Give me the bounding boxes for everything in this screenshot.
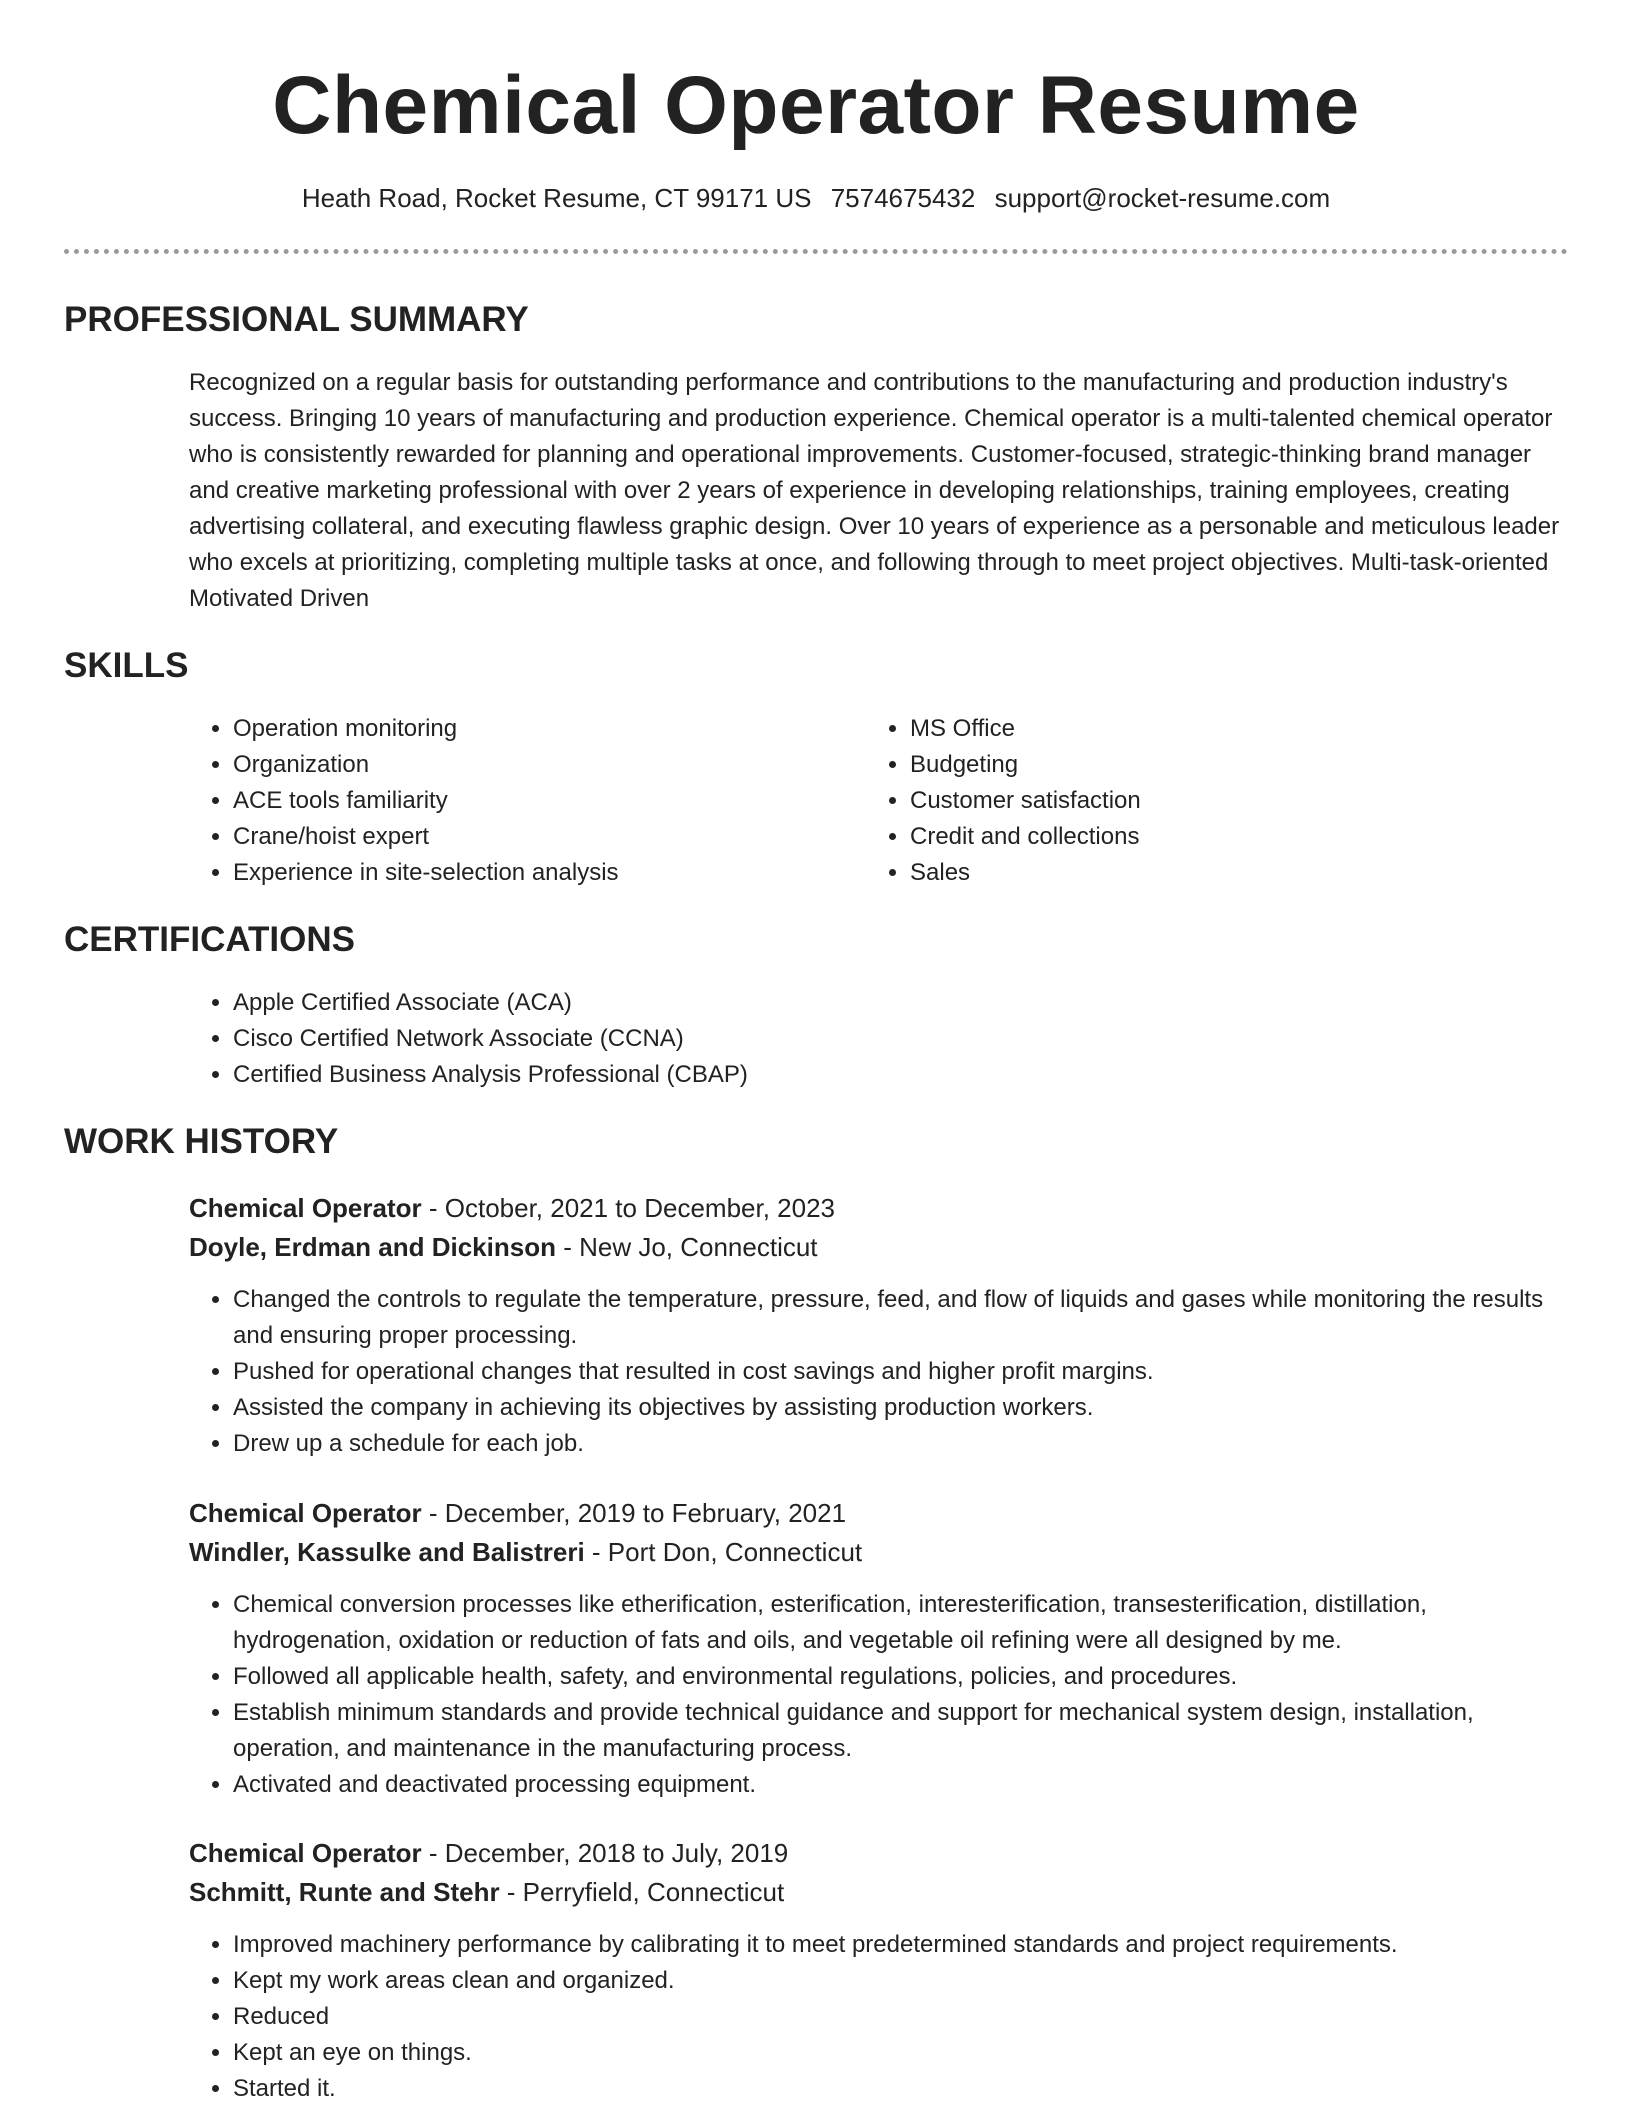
- job-title: Chemical Operator: [189, 1838, 422, 1868]
- certification-item: • Apple Certified Associate (ACA): [233, 985, 1533, 1021]
- skill-item: • Customer satisfaction: [910, 783, 1510, 819]
- resume-title: Chemical Operator Resume: [272, 60, 1360, 151]
- skill-item: • Crane/hoist expert: [233, 819, 833, 855]
- job-title: Chemical Operator: [189, 1193, 422, 1223]
- skills-list-right: [866, 711, 1510, 891]
- certification-item: • Certified Business Analysis Professional (CBAP): [233, 1057, 1533, 1093]
- job-title-line: [189, 1834, 788, 1872]
- job-bullet: • Assisted the company in achieving its objectives by assisting production workers.: [233, 1390, 1569, 1426]
- job-bullet: • Kept an eye on things.: [233, 2035, 1569, 2071]
- header-divider: [64, 249, 1568, 254]
- job-bullet: • Started it.: [233, 2071, 1569, 2107]
- skill-item: • ACE tools familiarity: [233, 783, 833, 819]
- job-company: Windler, Kassulke and Balistreri: [189, 1537, 585, 1567]
- job-bullet: • Establish minimum standards and provide technical guidance and support for mechanical system design, installation, operation, and maintenance in the manufacturing process.: [233, 1695, 1569, 1767]
- job-bullet: • Chemical conversion processes like etherification, esterification, interesterification, transesterification, distillation, hydrogenation, oxidation or reduction of fats and oils, and vegetable oil refining were all designed by me.: [233, 1587, 1569, 1659]
- job-title-line: [189, 1189, 835, 1227]
- job-bullet: • Improved machinery performance by calibrating it to meet predetermined standards and project requirements.: [233, 1927, 1569, 1963]
- job-location: - New Jo, Connecticut: [555, 1232, 818, 1262]
- summary-heading: PROFESSIONAL SUMMARY: [64, 300, 529, 339]
- job-bullet: • Kept my work areas clean and organized.: [233, 1963, 1569, 1999]
- job-location: - Perryfield, Connecticut: [499, 1877, 785, 1907]
- skill-item: • Experience in site-selection analysis: [233, 855, 833, 891]
- certifications-heading: CERTIFICATIONS: [64, 920, 356, 959]
- job-bullet: • Followed all applicable health, safety, and environmental regulations, policies, and procedures.: [233, 1659, 1569, 1695]
- job-company: Schmitt, Runte and Stehr: [189, 1877, 500, 1907]
- job-company-line: [189, 1533, 862, 1571]
- job-dates: - October, 2021 to December, 2023: [421, 1193, 835, 1223]
- summary-text: Recognized on a regular basis for outstanding performance and contributions to the manufacturing and production industry's success. Bringing 10 years of manufacturing and production experience. Chemical operator is a multi-talented chemical operator who is consistently rewarded for planning and operational improvements. Customer-focused, strategic-thinking brand manager and creative marketing professional with over 2 years of experience in developing relationships, training employees, creating advertising collateral, and executing flawless graphic design. Over 10 years of experience as a personable and meticulous leader who excels at prioritizing, completing multiple tasks at once, and following through to meet project objectives. Multi-task-oriented Motivated Driven: [189, 369, 1560, 612]
- job-title: Chemical Operator: [189, 1498, 422, 1528]
- contact-line: [0, 180, 1632, 216]
- job-company: Doyle, Erdman and Dickinson: [189, 1232, 556, 1262]
- skill-item: • Operation monitoring: [233, 711, 833, 747]
- certification-item: • Cisco Certified Network Associate (CCNA): [233, 1021, 1533, 1057]
- job-dates: - December, 2018 to July, 2019: [421, 1838, 789, 1868]
- job-bullet: • Pushed for operational changes that resulted in cost savings and higher profit margins.: [233, 1354, 1569, 1390]
- contact-phone: 7574675432: [830, 183, 976, 213]
- skill-item: • Credit and collections: [910, 819, 1510, 855]
- skills-heading: SKILLS: [64, 646, 189, 685]
- skill-item: • Sales: [910, 855, 1510, 891]
- work-history-heading: WORK HISTORY: [64, 1122, 339, 1161]
- skills-list-left: [189, 711, 833, 891]
- job-bullet: • Activated and deactivated processing equipment.: [233, 1767, 1569, 1803]
- job-bullet: • Changed the controls to regulate the temperature, pressure, feed, and flow of liquids and gases while monitoring the results and ensuring proper processing.: [233, 1282, 1569, 1354]
- skill-item: • MS Office: [910, 711, 1510, 747]
- job-company-line: [189, 1873, 784, 1911]
- contact-address: Heath Road, Rocket Resume, CT 99171 US: [301, 183, 812, 213]
- certifications-list: [189, 985, 1533, 1093]
- job-dates: - December, 2019 to February, 2021: [421, 1498, 847, 1528]
- skill-item: • Organization: [233, 747, 833, 783]
- skill-item: • Budgeting: [910, 747, 1510, 783]
- job-title-line: [189, 1494, 846, 1532]
- job-bullet: • Drew up a schedule for each job.: [233, 1426, 1569, 1462]
- job-location: - Port Don, Connecticut: [584, 1537, 863, 1567]
- job-bullet: • Reduced: [233, 1999, 1569, 2035]
- job-bullets: [189, 1282, 1569, 1462]
- job-company-line: [189, 1228, 818, 1266]
- contact-email: support@rocket-resume.com: [994, 183, 1331, 213]
- job-bullets: [189, 1587, 1569, 1803]
- job-bullets: [189, 1927, 1569, 2107]
